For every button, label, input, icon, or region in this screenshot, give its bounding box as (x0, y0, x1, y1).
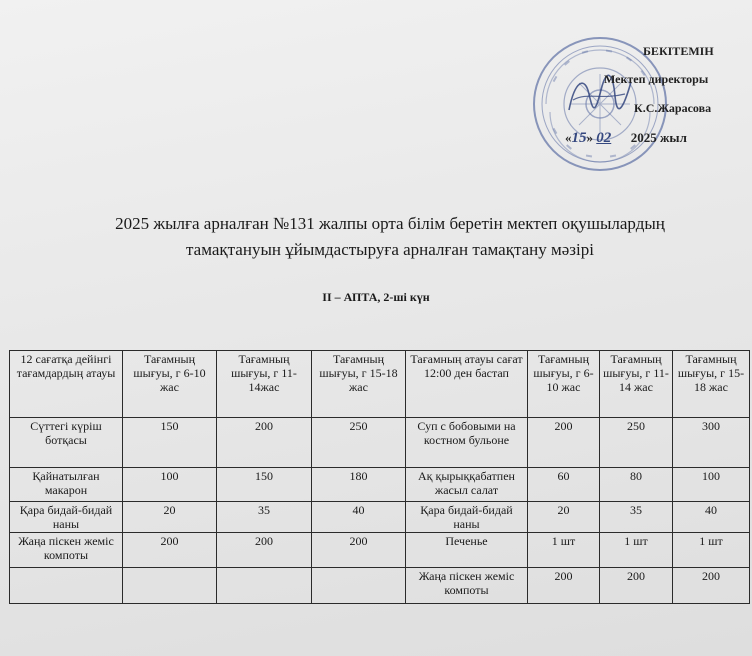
table-cell: 200 (673, 568, 750, 604)
header-cell: Тағамның шығуы, г 6-10 жас (123, 351, 217, 418)
table-cell: 100 (673, 468, 750, 502)
table-row (10, 533, 750, 568)
table-cell (123, 568, 217, 604)
header-cell: Тағамның шығуы, г 11-14жас (217, 351, 312, 418)
table-cell: 1 шт (528, 533, 600, 568)
table-cell: 200 (123, 533, 217, 568)
table-cell (217, 568, 312, 604)
approval-position: Мектеп директоры (604, 72, 709, 86)
date-year: 2025 жыл (630, 130, 687, 145)
table-cell: Қара бидай-бидай наны (406, 502, 528, 533)
table-row (10, 418, 750, 468)
table-cell: Жаңа піскен жеміс компоты (10, 533, 123, 568)
week-day-label: ІІ – АПТА, 2-ші күн (322, 290, 430, 304)
table-cell: 200 (217, 533, 312, 568)
table-cell: 40 (312, 502, 406, 533)
table-cell: Печенье (406, 533, 528, 568)
header-cell: 12 сағатқа дейінгі тағамдардың атауы (10, 351, 123, 418)
table-cell: 60 (528, 468, 600, 502)
table-cell: 180 (312, 468, 406, 502)
table-cell: 20 (528, 502, 600, 533)
header-cell: Тағамның атауы сағат 12:00 ден бастап (406, 351, 528, 418)
menu-title-line-2: тамақтануын ұйымдастыруға арналған тамақтану мәзірі (186, 240, 594, 259)
date-quote-open: « (565, 130, 572, 145)
table-cell (312, 568, 406, 604)
table-cell: 250 (600, 418, 673, 468)
table-cell: Қара бидай-бидай наны (10, 502, 123, 533)
table-cell: 200 (217, 418, 312, 468)
menu-title-line-1: 2025 жылға арналған №131 жалпы орта білім беретін мектеп оқушылардың (115, 214, 665, 233)
table-cell: 200 (600, 568, 673, 604)
table-cell: Қайнатылған макарон (10, 468, 123, 502)
table-cell: 100 (123, 468, 217, 502)
table-cell: 150 (123, 418, 217, 468)
table-cell: 200 (528, 418, 600, 468)
table-row (10, 502, 750, 533)
table-cell: Суп с бобовыми на костном бульоне (406, 418, 528, 468)
table-cell: 200 (312, 533, 406, 568)
table-cell: 250 (312, 418, 406, 468)
table-cell: 150 (217, 468, 312, 502)
date-quote-close: » (586, 130, 593, 145)
table-row (10, 568, 750, 604)
table-cell: 1 шт (600, 533, 673, 568)
menu-table (9, 350, 750, 604)
table-cell: Сүттегі күріш ботқасы (10, 418, 123, 468)
table-header-row (10, 351, 750, 418)
table-row (10, 468, 750, 502)
header-cell: Тағамның шығуы, г 11-14 жас (600, 351, 673, 418)
table-cell: Ақ қырыққабатпен жасыл салат (406, 468, 528, 502)
approval-title: БЕКІТЕМІН (643, 44, 714, 58)
table-cell (10, 568, 123, 604)
date-day: 15 (571, 130, 587, 146)
table-cell: 35 (600, 502, 673, 533)
header-cell: Тағамның шығуы, г 15-18 жас (673, 351, 750, 418)
table-cell: 35 (217, 502, 312, 533)
table-cell: 40 (673, 502, 750, 533)
table-cell: 200 (528, 568, 600, 604)
table-cell: 1 шт (673, 533, 750, 568)
header-cell: Тағамның шығуы, г 15-18 жас (312, 351, 406, 418)
header-cell: Тағамның шығуы, г 6-10 жас (528, 351, 600, 418)
table-cell: 80 (600, 468, 673, 502)
date-month: 02 (596, 130, 612, 146)
table-cell: 20 (123, 502, 217, 533)
approval-name: К.С.Жарасова (634, 101, 712, 115)
table-cell: Жаңа піскен жеміс компоты (406, 568, 528, 604)
approval-date (565, 130, 687, 147)
table-cell: 300 (673, 418, 750, 468)
